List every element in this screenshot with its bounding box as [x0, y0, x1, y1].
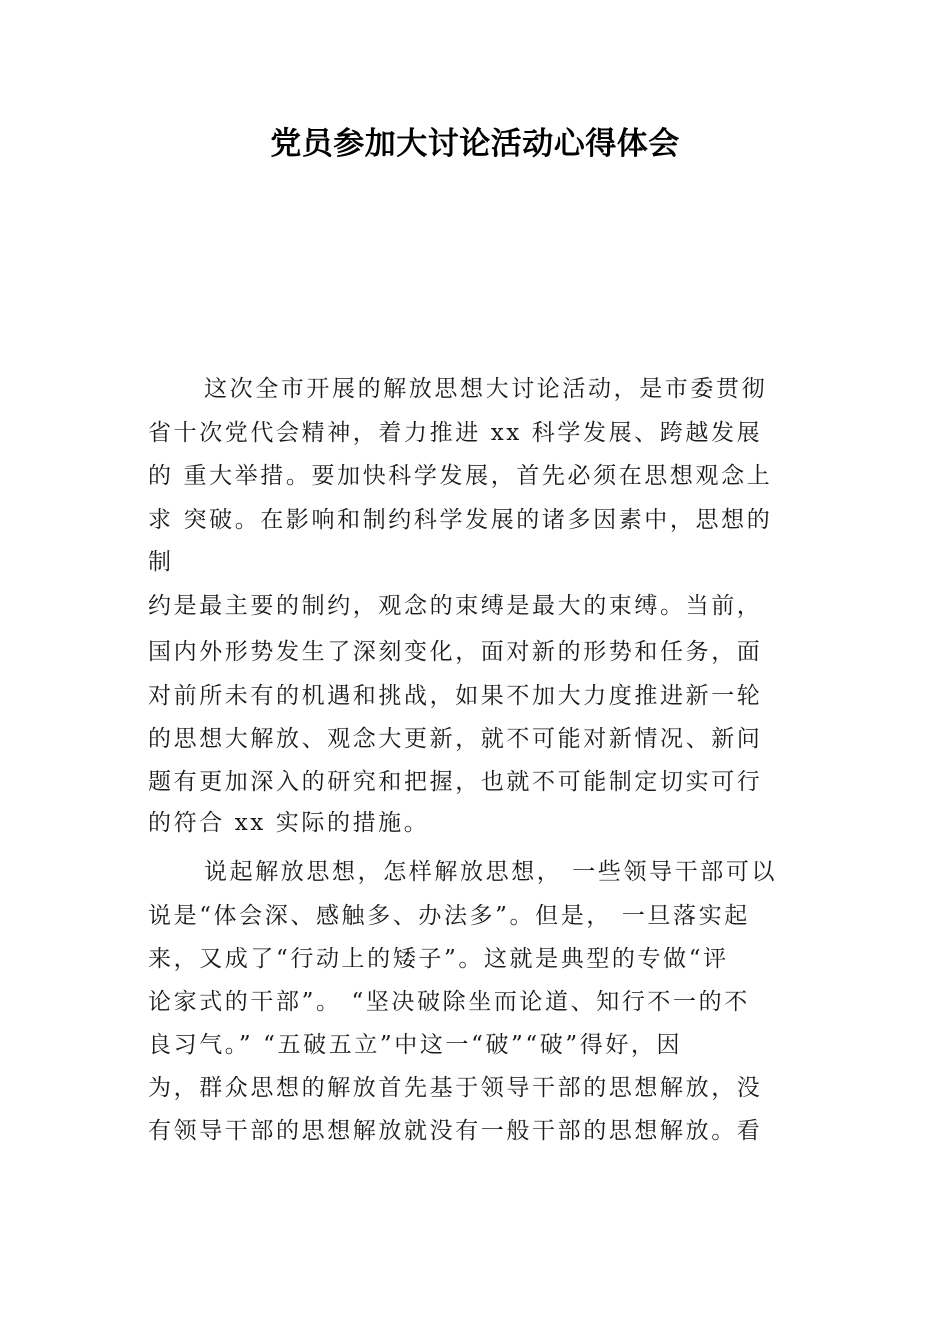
- paragraph-1-line-4: 求 突破。在影响和制约科学发展的诸多因素中，思想的: [148, 507, 773, 533]
- paragraph-1-line-5: 制: [148, 549, 174, 575]
- paragraph-2-line-7: 有领导干部的思想解放就没有一般干部的思想解放。看: [148, 1118, 763, 1144]
- document-title: 党员参加大讨论活动心得体会: [270, 126, 680, 162]
- paragraph-1-line-6: 约是最主要的制约，观念的束缚是最大的束缚。当前，: [148, 593, 763, 619]
- paragraph-2-line-5: 良习气。” “五破五立”中这一“破”“破”得好，因: [148, 1032, 683, 1058]
- paragraph-1-line-7: 国内外形势发生了深刻变化，面对新的形势和任务，面: [148, 639, 763, 665]
- paragraph-2-line-4: 论家式的干部”。 “坚决破除坐而论道、知行不一的不: [148, 989, 750, 1015]
- paragraph-1-line-2: 省十次党代会精神，着力推进 xx 科学发展、跨越发展: [148, 420, 763, 446]
- paragraph-1-line-1: 这次全市开展的解放思想大讨论活动，是市委贯彻: [204, 376, 768, 402]
- paragraph-1-line-8: 对前所未有的机遇和挑战，如果不加大力度推进新一轮: [148, 683, 763, 709]
- paragraph-2-line-1: 说起解放思想，怎样解放思想， 一些领导干部可以: [204, 859, 778, 885]
- paragraph-1-line-11: 的符合 xx 实际的措施。: [148, 810, 430, 836]
- paragraph-1-line-3: 的 重大举措。要加快科学发展，首先必须在思想观念上: [148, 463, 773, 489]
- paragraph-2-line-3: 来，又成了“行动上的矮子”。这就是典型的专做“评: [148, 946, 729, 972]
- paragraph-1-line-9: 的思想大解放、观念大更新，就不可能对新情况、新问: [148, 726, 763, 752]
- paragraph-1-line-10: 题有更加深入的研究和把握，也就不可能制定切实可行: [148, 769, 763, 795]
- paragraph-2-line-2: 说是“体会深、感触多、办法多”。但是， 一旦落实起: [148, 903, 750, 929]
- paragraph-2-line-6: 为，群众思想的解放首先基于领导干部的思想解放，没: [148, 1075, 763, 1101]
